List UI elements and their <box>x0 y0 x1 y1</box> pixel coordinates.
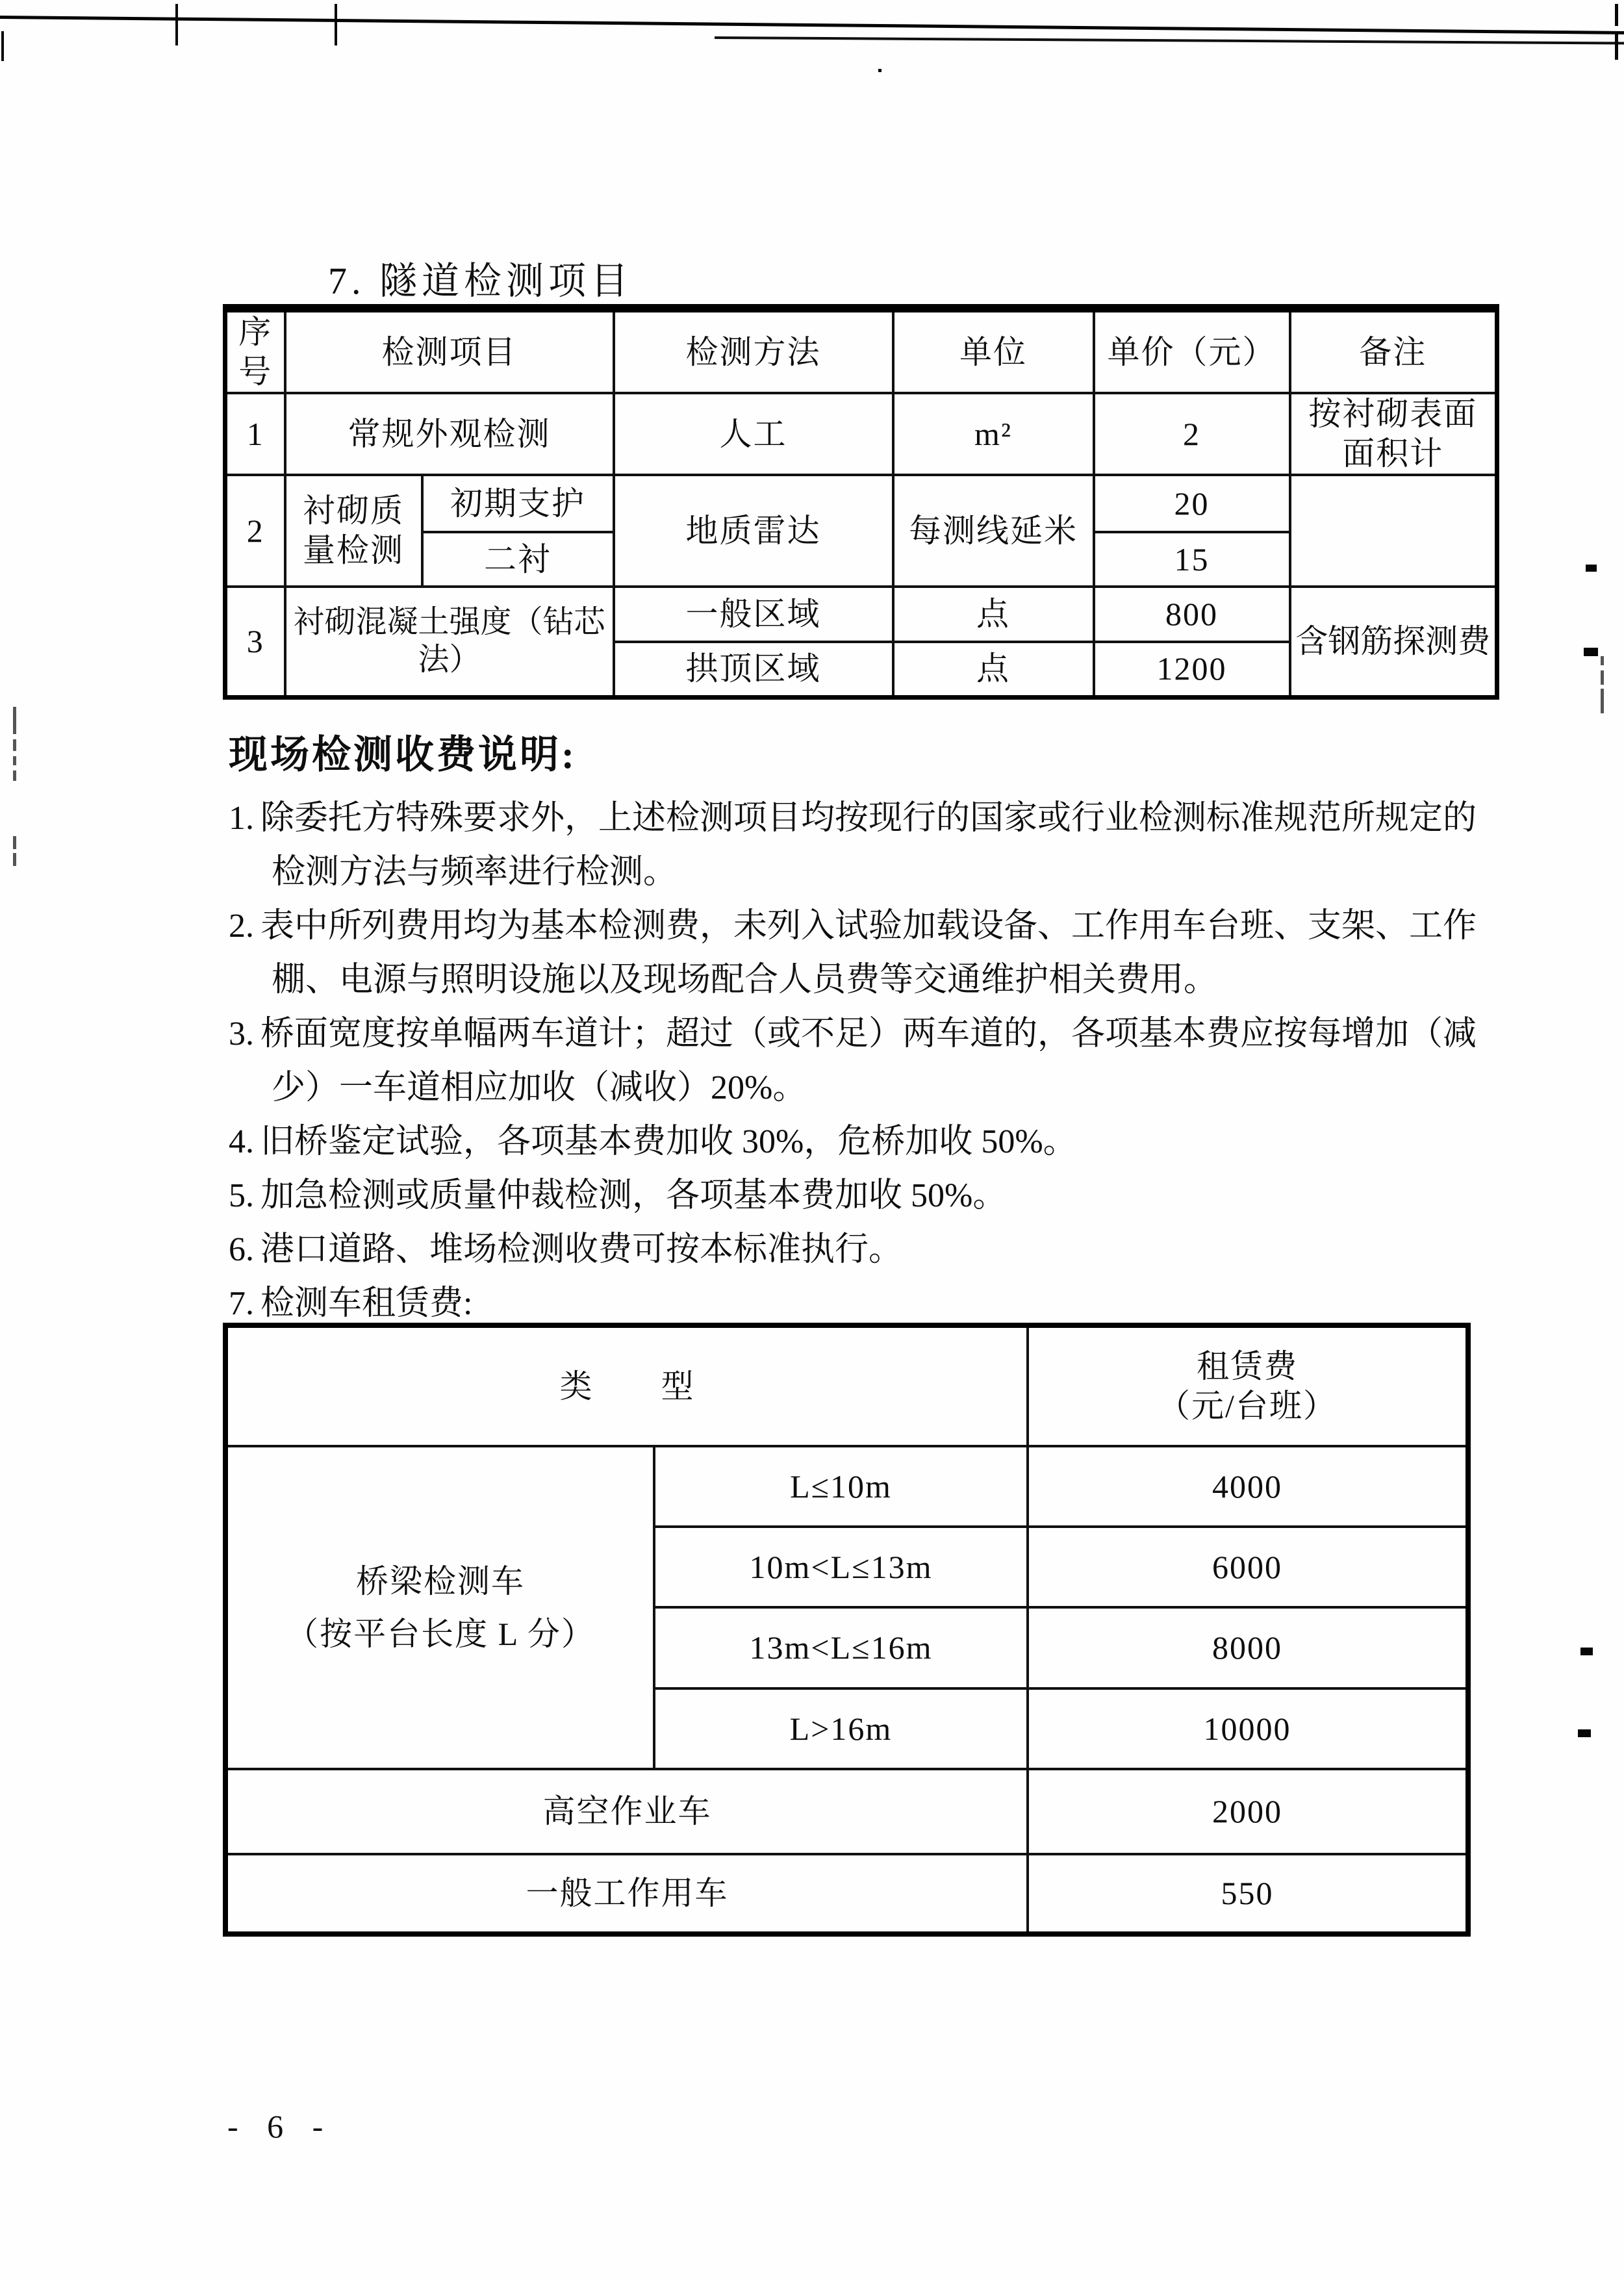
cell-unit: m² <box>893 393 1094 475</box>
cell-seq: 2 <box>225 475 285 587</box>
note-item-2 <box>229 899 1534 1007</box>
scan-artifact-speck <box>878 69 882 72</box>
table-header-row <box>225 1325 1468 1446</box>
table-row <box>225 475 1497 532</box>
header-item: 检测项目 <box>285 309 614 394</box>
scan-artifact-tick <box>1 31 4 61</box>
cell-bridge-vehicle-label <box>225 1446 654 1769</box>
cell-vehicle-type: 高空作业车 <box>225 1769 1028 1854</box>
note-text: 检测方法与频率进行检测。 <box>272 854 678 891</box>
fee-notes-list <box>229 791 1534 1330</box>
cell-fee: 10000 <box>1028 1688 1468 1769</box>
scan-artifact-dash <box>13 707 16 734</box>
note-line <box>229 1115 1534 1169</box>
header-seq: 序号 <box>225 309 285 394</box>
cell-unit: 每测线延米 <box>893 475 1094 587</box>
scan-artifact-tick <box>335 4 337 45</box>
cell-method: 地质雷达 <box>614 475 893 587</box>
label-line: （按平台长度 L 分） <box>286 1615 595 1652</box>
table-row <box>225 393 1497 475</box>
note-line <box>229 791 1534 845</box>
cell-item <box>285 587 614 697</box>
scan-artifact-speck <box>1584 648 1598 656</box>
tunnel-inspection-table <box>223 304 1499 700</box>
scan-artifact-speck <box>1580 1648 1593 1655</box>
note-text: 桥面宽度按单幅两车道计；超过（或不足）两车道的，各项基本费应按每增加（减 <box>260 1015 1477 1052</box>
scan-artifact-dash <box>13 853 16 866</box>
note-line <box>229 1169 1534 1223</box>
table-row <box>225 1446 1468 1527</box>
item-line: 衬砌质 <box>303 492 404 529</box>
cell-price: 800 <box>1094 587 1290 642</box>
table-row <box>225 587 1497 642</box>
remark-line: 面积计 <box>1342 435 1444 472</box>
scan-artifact-dash <box>1601 656 1604 665</box>
scan-artifact-speck <box>1578 1729 1591 1737</box>
cell-seq: 1 <box>225 393 285 475</box>
table-row <box>225 1854 1468 1934</box>
table-header-row <box>225 309 1497 394</box>
cell-subitem: 二衬 <box>422 532 614 587</box>
note-number: 4. <box>229 1123 254 1160</box>
scan-artifact-dash <box>13 836 16 849</box>
cell-price: 15 <box>1094 532 1290 587</box>
cell-unit: 点 <box>893 642 1094 697</box>
cell-remark <box>1290 393 1497 475</box>
note-item-4 <box>229 1115 1534 1169</box>
item-line: 衬砌混凝土强度（钻芯 <box>293 604 605 639</box>
scan-artifact-speck <box>1586 565 1597 572</box>
cell-fee: 2000 <box>1028 1769 1468 1854</box>
scan-artifact-top-line-2 <box>715 36 1624 45</box>
note-item-3 <box>229 1007 1534 1115</box>
note-text: 加急检测或质量仲裁检测，各项基本费加收 50%。 <box>260 1177 1007 1214</box>
cell-length-range: L>16m <box>654 1688 1028 1769</box>
cell-remark <box>1290 475 1497 587</box>
note-number: 7. <box>229 1285 254 1322</box>
header-remark: 备注 <box>1290 309 1497 394</box>
label-line: 桥梁检测车 <box>356 1562 525 1599</box>
vehicle-rental-table <box>223 1323 1471 1937</box>
note-line <box>229 1223 1534 1277</box>
scan-artifact-tick <box>1615 4 1618 26</box>
header-price: 单价（元） <box>1094 309 1290 394</box>
scan-artifact-tick <box>175 4 178 45</box>
cell-fee: 4000 <box>1028 1446 1468 1527</box>
cell-fee: 8000 <box>1028 1607 1468 1688</box>
fee-notes-heading: 现场检测收费说明: <box>229 733 577 776</box>
cell-price: 2 <box>1094 393 1290 475</box>
cell-method: 一般区域 <box>614 587 893 642</box>
note-text: 棚、电源与照明设施以及现场配合人员费等交通维护相关费用。 <box>272 961 1218 999</box>
header-method: 检测方法 <box>614 309 893 394</box>
note-line <box>229 899 1534 953</box>
item-line: 法） <box>418 643 481 678</box>
page-title: 7. 隧道检测项目 <box>328 260 633 302</box>
header-fee-line: 租赁费 <box>1197 1348 1298 1384</box>
header-unit: 单位 <box>893 309 1094 394</box>
header-type: 类 型 <box>225 1325 1028 1446</box>
cell-subitem: 初期支护 <box>422 475 614 532</box>
scan-artifact-dash <box>1601 689 1604 713</box>
cell-item <box>285 475 422 587</box>
note-item-6 <box>229 1223 1534 1277</box>
cell-method: 拱顶区域 <box>614 642 893 697</box>
note-text: 少）一车道相应加收（减收）20%。 <box>272 1069 807 1106</box>
note-text: 旧桥鉴定试验，各项基本费加收 30%，危桥加收 50%。 <box>260 1123 1077 1160</box>
cell-unit: 点 <box>893 587 1094 642</box>
cell-method: 人工 <box>614 393 893 475</box>
note-item-1 <box>229 791 1534 899</box>
note-text: 表中所列费用均为基本检测费，未列入试验加载设备、工作用车台班、支架、工作 <box>260 908 1477 945</box>
cell-price: 20 <box>1094 475 1290 532</box>
remark-line: 按衬砌表面 <box>1308 396 1478 432</box>
note-number: 2. <box>229 908 254 945</box>
cell-remark: 含钢筋探测费 <box>1290 587 1497 697</box>
cell-fee: 6000 <box>1028 1527 1468 1607</box>
cell-item: 常规外观检测 <box>285 393 614 475</box>
item-line: 量检测 <box>303 532 404 568</box>
note-number: 1. <box>229 800 254 837</box>
cell-vehicle-type: 一般工作用车 <box>225 1854 1028 1934</box>
cell-fee: 550 <box>1028 1854 1468 1934</box>
note-text: 除委托方特殊要求外，上述检测项目均按现行的国家或行业检测标准规范所规定的 <box>260 800 1477 837</box>
note-item-5 <box>229 1169 1534 1223</box>
cell-seq: 3 <box>225 587 285 697</box>
header-fee-line: （元/台班） <box>1158 1388 1337 1424</box>
note-number: 3. <box>229 1015 254 1052</box>
note-number: 5. <box>229 1177 254 1214</box>
cell-length-range: L≤10m <box>654 1446 1028 1527</box>
note-text: 检测车租赁费: <box>260 1285 473 1322</box>
note-text: 港口道路、堆场检测收费可按本标准执行。 <box>260 1231 903 1268</box>
header-fee <box>1028 1325 1468 1446</box>
scan-artifact-dash <box>1601 670 1604 685</box>
scan-artifact-tick <box>1615 34 1618 60</box>
note-number: 6. <box>229 1231 254 1268</box>
scan-artifact-dash <box>13 739 16 751</box>
table-row <box>225 1769 1468 1854</box>
cell-price: 1200 <box>1094 642 1290 697</box>
cell-length-range: 10m<L≤13m <box>654 1527 1028 1607</box>
page-number: - 6 - <box>227 2108 334 2145</box>
scan-artifact-dash <box>13 756 16 765</box>
note-line <box>229 1007 1534 1061</box>
scan-artifact-dash <box>13 770 16 781</box>
scan-artifact-top-line <box>0 16 1624 34</box>
cell-length-range: 13m<L≤16m <box>654 1607 1028 1688</box>
